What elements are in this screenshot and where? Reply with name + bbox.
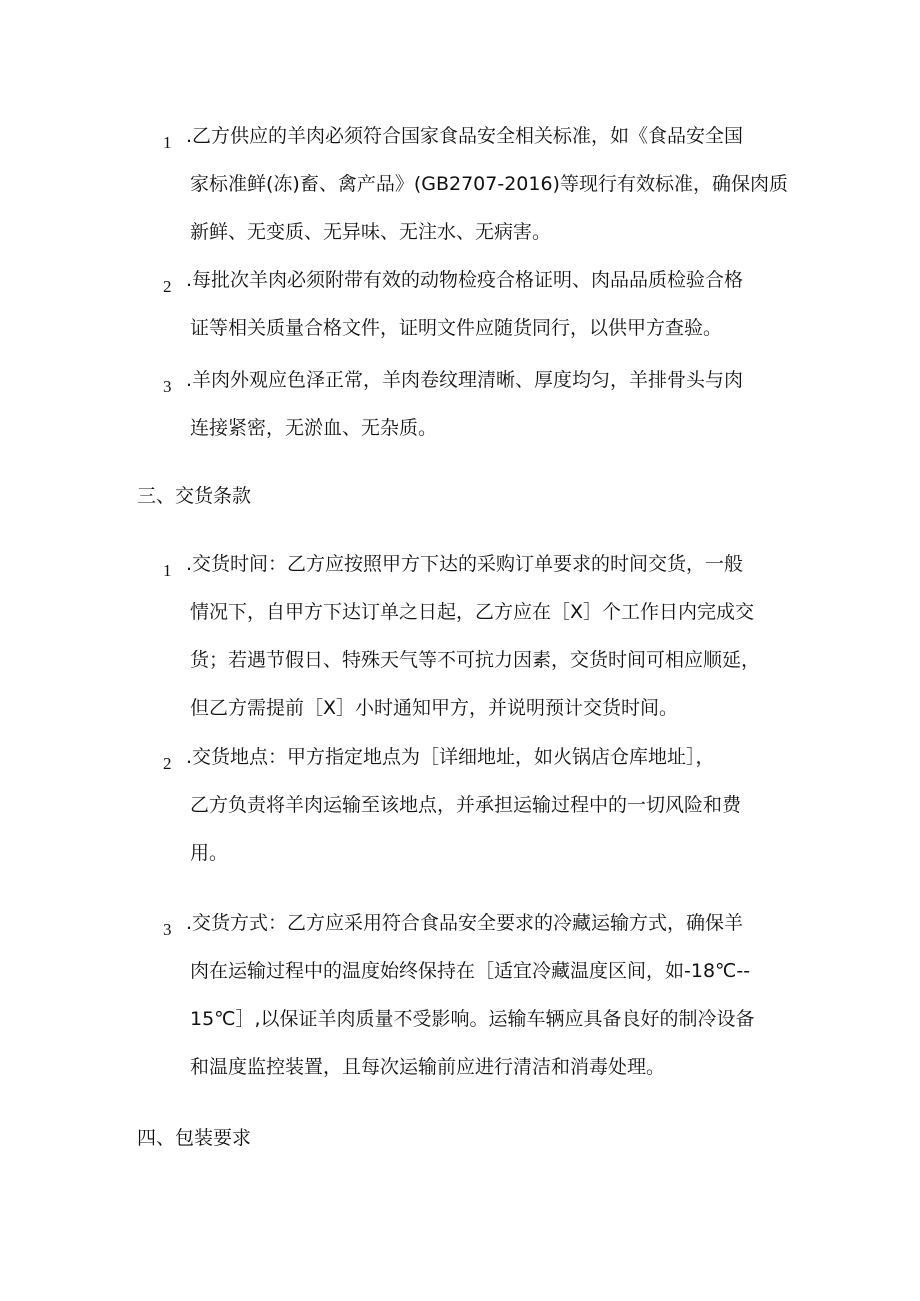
item-text-line: 肉在运输过程中的温度始终保持在［适宜冷藏温度区间，如-18℃-- — [190, 960, 751, 982]
item-text-line: .交货地点：甲方指定地点为［详细地址，如火锅店仓库地址］， — [186, 746, 715, 768]
item-text-line: 情况下，自甲方下达订单之日起，乙方应在［X］个工作日内完成交 — [190, 601, 755, 623]
item-text-line: .每批次羊肉必须附带有效的动物检疫合格证明、肉品品质检验合格 — [186, 269, 744, 291]
item-text-line: 但乙方需提前［X］小时通知甲方，并说明预计交货时间。 — [190, 697, 679, 719]
item-text-line: .交货方式：乙方应采用符合食品安全要求的冷藏运输方式，确保羊 — [186, 912, 744, 934]
item-text-line: 家标准鲜(冻)畜、禽产品》(GB2707-2016)等现行有效标准，确保肉质 — [190, 173, 788, 195]
item-number: 2 — [163, 754, 172, 773]
item-text-line: 15℃］,以保证羊肉质量不受影响。运输车辆应具备良好的制冷设备 — [190, 1008, 755, 1030]
item-number: 1 — [163, 561, 172, 580]
item-number: 3 — [163, 920, 172, 939]
item-text-line: 证等相关质量合格文件，证明文件应随货同行，以供甲方查验。 — [190, 317, 723, 339]
item-number: 3 — [163, 377, 172, 396]
item-text-line: .乙方供应的羊肉必须符合国家食品安全相关标准，如《食品安全国 — [186, 125, 744, 147]
item-number: 2 — [163, 277, 172, 296]
section-heading-delivery: 三、交货条款 — [137, 485, 252, 507]
item-text-line: .交货时间：乙方应按照甲方下达的采购订单要求的时间交货，一般 — [186, 553, 744, 575]
section-heading-packaging: 四、包装要求 — [137, 1127, 252, 1149]
item-text-line: 货；若遇节假日、特殊天气等不可抗力因素，交货时间可相应顺延， — [190, 649, 761, 671]
item-text-line: 连接紧密，无淤血、无杂质。 — [190, 417, 438, 439]
item-text-line: 新鲜、无变质、无异味、无注水、无病害。 — [190, 221, 552, 243]
item-text-line: 用。 — [190, 842, 229, 864]
item-text-line: 乙方负责将羊肉运输至该地点，并承担运输过程中的一切风险和费 — [190, 794, 742, 816]
item-text-line: 和温度监控装置，且每次运输前应进行清洁和消毒处理。 — [190, 1056, 666, 1078]
item-number: 1 — [163, 133, 172, 152]
item-text-line: .羊肉外观应色泽正常，羊肉卷纹理清晰、厚度均匀，羊排骨头与肉 — [186, 369, 744, 391]
